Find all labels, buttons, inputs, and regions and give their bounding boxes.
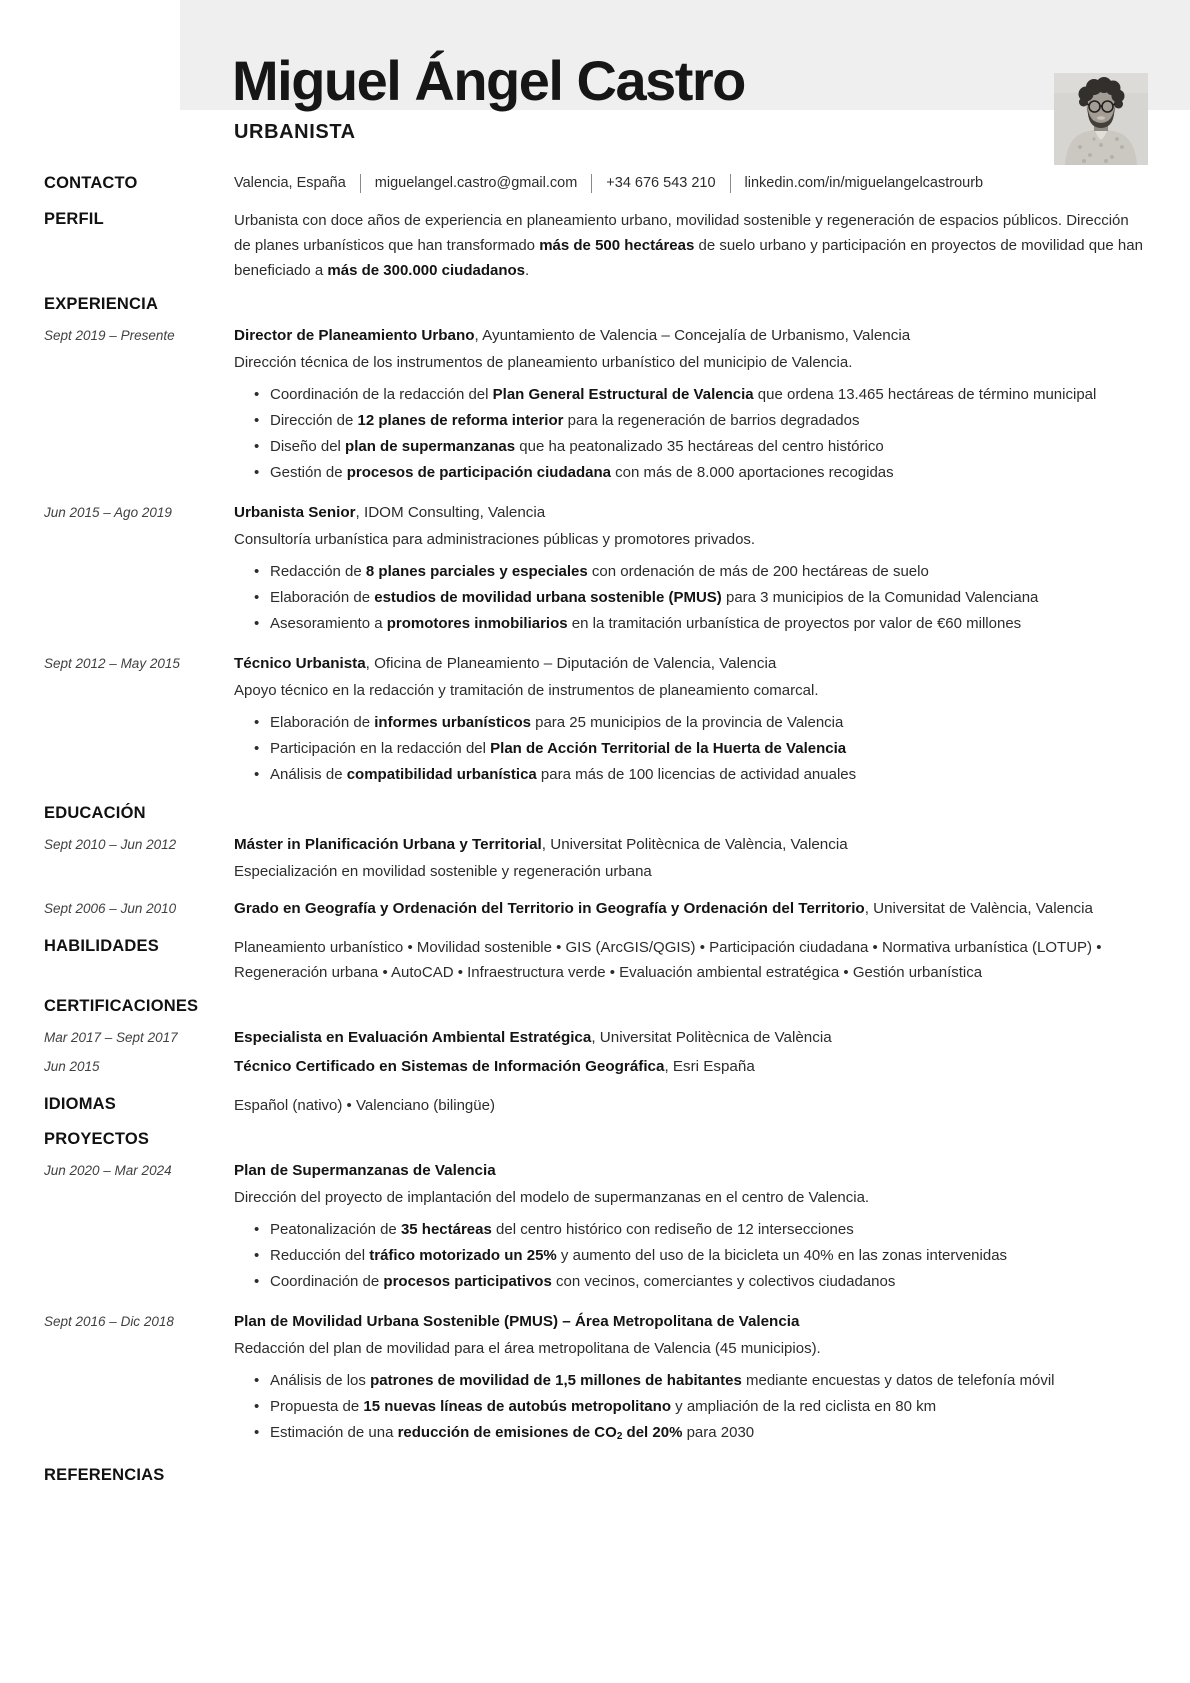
text-run: Gestión de	[270, 464, 347, 481]
entry-subtitle: Dirección técnica de los instrumentos de planeamiento urbanístico del municipio de Valencia.	[234, 354, 853, 371]
profile-photo-image	[1054, 73, 1148, 165]
entry-title	[234, 1025, 1146, 1050]
text-run: tráfico motorizado un 25%	[369, 1247, 557, 1264]
text-run: 35 hectáreas	[400, 1221, 492, 1238]
entry-title	[234, 1309, 1146, 1334]
bullet-item	[270, 710, 1146, 735]
experience-entry	[44, 323, 1146, 486]
text-run: y ampliación de la red ciclista en 80 km	[670, 1398, 937, 1415]
section-heading-languages: IDIOMAS	[44, 1095, 116, 1113]
section-heading-experience: EXPERIENCIA	[44, 295, 159, 313]
section-heading-contact: CONTACTO	[44, 174, 138, 192]
text-run: Reducción del	[270, 1247, 370, 1264]
text-run: Técnico Urbanista	[234, 655, 366, 672]
text-run: Máster in Planificación Urbana y Territorial	[234, 836, 542, 853]
text-run: informes urbanísticos	[374, 714, 531, 731]
text-run: Plan de Supermanzanas de Valencia	[234, 1162, 496, 1179]
text-run: Plan de Movilidad Urbana Sostenible (PMUS) – Área Metropolitana de Valencia	[234, 1313, 800, 1330]
text-run: más de 300.000 ciudadanos	[327, 262, 526, 279]
contact-item: miguelangel.castro@gmail.com	[374, 174, 578, 191]
text-run: procesos participativos	[383, 1273, 552, 1290]
bullet-item	[270, 559, 1146, 584]
text-run: Plan de Acción Territorial de la Huerta de Valencia	[490, 740, 847, 757]
text-run: del 20%	[622, 1424, 683, 1441]
bullet-item	[270, 1394, 1146, 1419]
section-references	[44, 1464, 1146, 1486]
text-run: , Universitat de València, Valencia	[864, 900, 1093, 917]
bullet-item	[270, 1269, 1146, 1294]
text-run: que ordena 13.465 hectáreas de término municipal	[753, 386, 1097, 403]
entry-subtitle: Especialización en movilidad sostenible y regeneración urbana	[234, 863, 652, 880]
entry-date: Jun 2015 – Ago 2019	[44, 505, 172, 520]
skills-text	[234, 935, 1146, 985]
text-run: patrones de movilidad de 1,5 millones de habitantes	[370, 1372, 742, 1389]
bullet-list	[234, 382, 1146, 485]
text-run: con vecinos, comerciantes y colectivos ciudadanos	[551, 1273, 896, 1290]
text-run: mediante encuestas y datos de telefonía móvil	[741, 1372, 1055, 1389]
resume-header	[0, 0, 1190, 166]
contact-item: Valencia, España	[234, 174, 346, 191]
text-run: Participación en la redacción del	[270, 740, 491, 757]
text-run: Plan General Estructural de Valencia	[492, 386, 754, 403]
contact-line	[234, 172, 1146, 194]
bullet-item	[270, 1420, 1146, 1445]
education-entry	[44, 896, 1146, 921]
text-run: Urbanista Senior	[234, 504, 356, 521]
text-run: estudios de movilidad urbana sostenible (PMUS)	[374, 589, 722, 606]
text-run: Asesoramiento a	[270, 615, 387, 632]
text-run: que ha peatonalizado 35 hectáreas del centro histórico	[515, 438, 884, 455]
entry-title	[234, 832, 1146, 857]
text-run: , Ayuntamiento de Valencia – Concejalía de Urbanismo, Valencia	[474, 327, 911, 344]
entry-date: Sept 2006 – Jun 2010	[44, 901, 177, 916]
bullet-item	[270, 382, 1146, 407]
text-run: Elaboración de	[270, 589, 375, 606]
entry-title	[234, 1054, 1146, 1079]
entry-date: Jun 2015	[44, 1059, 100, 1074]
text-run: Análisis de	[270, 766, 347, 783]
bullet-item	[270, 408, 1146, 433]
text-run: Propuesta de	[270, 1398, 364, 1415]
entry-subtitle: Consultoría urbanística para administraciones públicas y promotores privados.	[234, 531, 756, 548]
entry-date: Mar 2017 – Sept 2017	[44, 1030, 178, 1045]
entry-date: Sept 2019 – Presente	[44, 328, 175, 343]
text-run: para 2030	[682, 1424, 755, 1441]
text-run: procesos de participación ciudadana	[346, 464, 611, 481]
education-entry	[44, 832, 1146, 884]
text-run: , Universitat Politècnica de València	[591, 1029, 832, 1046]
candidate-job-title: URBANISTA	[234, 121, 356, 143]
text-run: de suelo urbano y participación en proyectos de movilidad que han beneficiado a	[234, 237, 1143, 279]
text-run: Coordinación de la redacción del	[270, 386, 493, 403]
contact-item: linkedin.com/in/miguelangelcastrourb	[744, 174, 984, 191]
text-run: Técnico Certificado en Sistemas de Información Geográfica	[234, 1058, 665, 1075]
contact-item: +34 676 543 210	[606, 174, 716, 191]
entry-date: Sept 2016 – Dic 2018	[44, 1314, 174, 1329]
text-run: 15 nuevas líneas de autobús metropolitano	[363, 1398, 671, 1415]
entry-subtitle: Redacción del plan de movilidad para el área metropolitana de Valencia (45 municipios).	[234, 1340, 821, 1357]
text-run: Coordinación de	[270, 1273, 384, 1290]
text-run: , Esri España	[664, 1058, 755, 1075]
section-contact	[44, 172, 1146, 194]
text-run: , Oficina de Planeamiento – Diputación de Valencia, Valencia	[365, 655, 777, 672]
text-run: Director de Planeamiento Urbano	[234, 327, 475, 344]
bullet-item	[270, 611, 1146, 636]
text-run: , Universitat Politècnica de València, Valencia	[541, 836, 848, 853]
bullet-item	[270, 1217, 1146, 1242]
text-run: para 25 municipios de la provincia de Valencia	[530, 714, 844, 731]
text-run: 12 planes de reforma interior	[357, 412, 564, 429]
entry-date: Sept 2010 – Jun 2012	[44, 837, 177, 852]
bullet-list	[234, 1368, 1146, 1445]
section-projects	[44, 1128, 1146, 1150]
section-profile	[44, 208, 1146, 283]
bullet-list	[234, 559, 1146, 636]
text-run: Diseño del	[270, 438, 346, 455]
bullet-item	[270, 434, 1146, 459]
text-run: y aumento del uso de la bicicleta un 40% en las zonas intervenidas	[556, 1247, 1008, 1264]
section-languages	[44, 1093, 1146, 1118]
text-run: Planeamiento urbanístico • Movilidad sostenible • GIS (ArcGIS/QGIS) • Participación ciudadana • Normativa urbanística (LOTUP) • Regeneración urbana • AutoCAD • Infraestructura verde • Evaluación ambiental estratégica • Gestión urbanística	[234, 939, 1102, 981]
text-run: en la tramitación urbanística de proyectos por valor de €60 millones	[567, 615, 1022, 632]
entry-subtitle: Apoyo técnico en la redacción y tramitación de instrumentos de planeamiento comarcal.	[234, 682, 819, 699]
bullet-item	[270, 585, 1146, 610]
section-skills	[44, 935, 1146, 985]
text-run: Redacción de	[270, 563, 366, 580]
text-run: , IDOM Consulting, Valencia	[355, 504, 546, 521]
text-run: para más de 100 licencias de actividad anuales	[536, 766, 857, 783]
section-heading-references: REFERENCIAS	[44, 1466, 165, 1484]
experience-entry	[44, 500, 1146, 637]
entry-subtitle: Dirección del proyecto de implantación del modelo de supermanzanas en el centro de Valencia.	[234, 1189, 870, 1206]
section-heading-projects: PROYECTOS	[44, 1130, 150, 1148]
candidate-name: Miguel Ángel Castro	[232, 49, 745, 112]
text-run: compatibilidad urbanística	[346, 766, 537, 783]
certifications-entry	[44, 1025, 1146, 1050]
entry-title	[234, 896, 1146, 921]
text-run: 2	[616, 1431, 623, 1442]
entry-title	[234, 323, 1146, 348]
text-run: más de 500 hectáreas	[539, 237, 695, 254]
contact-separator	[360, 174, 361, 193]
text-run: del centro histórico con rediseño de 12 intersecciones	[491, 1221, 854, 1238]
text-run: con más de 8.000 aportaciones recogidas	[610, 464, 894, 481]
entry-title	[234, 1158, 1146, 1183]
resume-body	[0, 166, 1190, 1486]
text-run: Dirección de	[270, 412, 358, 429]
text-run: Grado en Geografía y Ordenación del Territorio in Geografía y Ordenación del Territorio	[234, 900, 865, 917]
section-heading-profile: PERFIL	[44, 210, 104, 228]
bullet-item	[270, 460, 1146, 485]
section-experience	[44, 293, 1146, 315]
bullet-item	[270, 762, 1146, 787]
projects-entry	[44, 1309, 1146, 1446]
text-run: promotores inmobiliarios	[386, 615, 568, 632]
section-certifications	[44, 995, 1146, 1017]
projects-entry	[44, 1158, 1146, 1295]
text-run: Análisis de los	[270, 1372, 371, 1389]
text-run: Especialista en Evaluación Ambiental Estratégica	[234, 1029, 592, 1046]
entry-date: Sept 2012 – May 2015	[44, 656, 180, 671]
text-run: para la regeneración de barrios degradados	[563, 412, 860, 429]
profile-photo	[1054, 73, 1148, 165]
text-run: Español (nativo) • Valenciano (bilingüe)	[234, 1097, 495, 1114]
bullet-item	[270, 1368, 1146, 1393]
bullet-list	[234, 1217, 1146, 1294]
section-heading-education: EDUCACIÓN	[44, 804, 146, 822]
text-run: Elaboración de	[270, 714, 375, 731]
text-run: para 3 municipios de la Comunidad Valenciana	[721, 589, 1039, 606]
section-education	[44, 802, 1146, 824]
section-heading-certifications: CERTIFICACIONES	[44, 997, 199, 1015]
text-run: con ordenación de más de 200 hectáreas de suelo	[587, 563, 929, 580]
text-run: reducción de emisiones de CO	[397, 1424, 617, 1441]
profile-text	[234, 208, 1146, 283]
entry-title	[234, 651, 1146, 676]
languages-text	[234, 1093, 1146, 1118]
text-run: plan de supermanzanas	[345, 438, 516, 455]
experience-entry	[44, 651, 1146, 788]
certifications-entry	[44, 1054, 1146, 1079]
text-run: Peatonalización de	[270, 1221, 401, 1238]
text-run: Estimación de una	[270, 1424, 398, 1441]
contact-separator	[591, 174, 592, 193]
bullet-item	[270, 1243, 1146, 1268]
contact-separator	[730, 174, 731, 193]
entry-date: Jun 2020 – Mar 2024	[44, 1163, 172, 1178]
bullet-list	[234, 710, 1146, 787]
text-run: .	[525, 262, 530, 279]
text-run: Urbanista con doce años de experiencia en planeamiento urbano, movilidad sostenible y regeneración de espacios públicos. Dirección de planes urbanísticos que han transformado	[234, 212, 1129, 254]
text-run: 8 planes parciales y especiales	[365, 563, 588, 580]
section-heading-skills: HABILIDADES	[44, 937, 159, 955]
bullet-item	[270, 736, 1146, 761]
entry-title	[234, 500, 1146, 525]
